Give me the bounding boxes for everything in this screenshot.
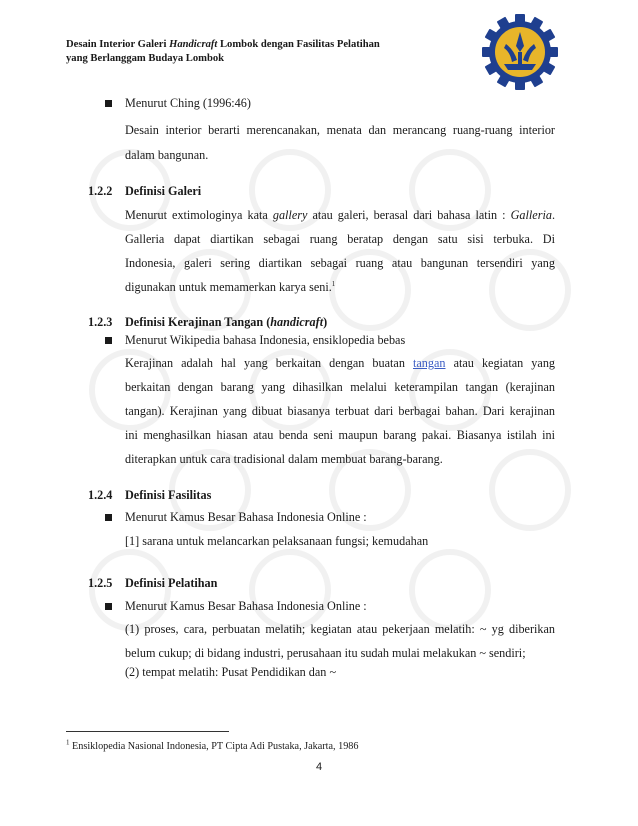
pelatihan-bullet-text: Menurut Kamus Besar Bahasa Indonesia Online : [125, 599, 367, 613]
kerajinan-bullet-text: Menurut Wikipedia bahasa Indonesia, ensiklopedia bebas [125, 333, 406, 347]
galeri-line-2: Galleria dapat diartikan sebagai ruang beratap dengan satu sisi terbuka. Di [125, 232, 555, 246]
galeri-line-1: Menurut extimologinya kata gallery atau galeri, berasal dari bahasa latin : Galleria. [125, 208, 555, 222]
section-number-1-2-3: 1.2.3 [88, 315, 113, 329]
section-title-pelatihan: Definisi Pelatihan [125, 576, 218, 590]
section-number-1-2-2: 1.2.2 [88, 184, 113, 198]
galeri-line-4: digunakan untuk memamerkan karya seni.$^1$ [125, 279, 336, 294]
section-title-kerajinan: Definisi Kerajinan Tangan (handicraft) [125, 315, 328, 329]
galeri-line-3: Indonesia, galeri sering diartikan sebagai ruang atau bangunan tersendiri yang [125, 256, 555, 270]
pelatihan-line-2: belum cukup; di bidang industri, perusahaan itu sudah mulai melakukan ~ sendiri; [125, 646, 526, 660]
header-line-2: yang Berlanggam Budaya Lombok [66, 53, 225, 64]
tangan-link[interactable]: tangan [413, 356, 446, 370]
fasilitas-bullet-text: Menurut Kamus Besar Bahasa Indonesia Online : [125, 510, 367, 524]
bullet-icon [105, 100, 112, 107]
kerajinan-line-2: berkaitan dengan barang yang dihasilkan melalui keterampilan tangan (kerajinan [125, 380, 555, 394]
kerajinan-line-5: diterapkan untuk cara tradisional dalam membuat barang-barang. [125, 452, 443, 466]
pelatihan-line-1: (1) proses, cara, perbuatan melatih; kegiatan atau pekerjaan melatih: ~ yg diberikan [125, 622, 555, 636]
kerajinan-line-4: ini menghasilkan hiasan atau benda seni maupun barang pakai. Biasanya istilah ini [125, 428, 555, 442]
running-header [66, 38, 466, 66]
section-number-1-2-5: 1.2.5 [88, 576, 113, 590]
fasilitas-line-1: [1] sarana untuk melancarkan pelaksanaan fungsi; kemudahan [125, 534, 429, 548]
footnote-divider [66, 731, 229, 732]
pelatihan-line-3: (2) tempat melatih: Pusat Pendidikan dan ~ [125, 665, 337, 679]
header-line-1: Desain Interior Galeri Handicraft Lombok dengan Fasilitas Pelatihan [66, 39, 380, 50]
bullet-icon [105, 514, 112, 521]
section-title-fasilitas: Definisi Fasilitas [125, 488, 212, 502]
kerajinan-line-1: Kerajinan adalah hal yang berkaitan dengan buatan tangan atau kegiatan yang [125, 356, 556, 370]
ching-bullet-text: Menurut Ching (1996:46) [125, 96, 251, 110]
bullet-icon [105, 603, 112, 610]
footnote: $^1$ Ensiklopedia Nasional Indonesia, PT Cipta Adi Pustaka, Jakarta, 1986 [66, 738, 359, 752]
ching-line-2: dalam bangunan. [125, 148, 209, 162]
footnote-ref: 1 [331, 279, 336, 288]
section-number-1-2-4: 1.2.4 [88, 488, 113, 502]
page-number: 4 [315, 761, 323, 773]
kerajinan-line-3: tangan). Kerajinan yang dibuat biasanya terbuat dari berbagai bahan. Dari kerajinan [125, 404, 555, 418]
bullet-icon [105, 337, 112, 344]
footnote-marker: 1 [66, 738, 70, 747]
institution-logo [480, 12, 560, 92]
section-title-galeri: Definisi Galeri [125, 184, 202, 198]
ching-line-1: Desain interior berarti merencanakan, menata dan merancang ruang-ruang interior [125, 123, 555, 137]
